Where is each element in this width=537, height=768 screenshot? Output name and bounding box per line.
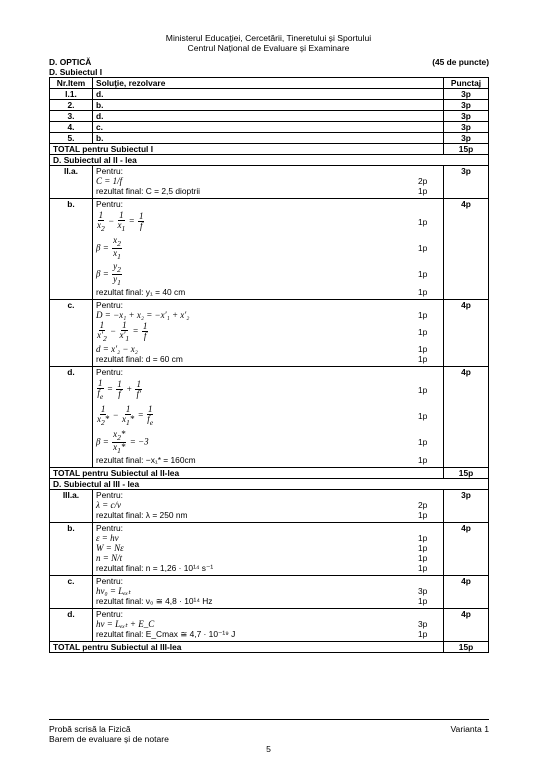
- table-row: [50, 89, 489, 100]
- item-row-2d: [50, 367, 489, 468]
- lens-equation-3: $\frac{1}{x_2*}$ − $\frac{1}{x_1*}$ = $\frac{1}{f_e}$: [97, 404, 154, 427]
- variant-label: Varianta 1: [450, 724, 489, 734]
- item-number: III.a.: [50, 490, 93, 523]
- points: 4p: [444, 300, 489, 367]
- item-row-3a: [50, 490, 489, 523]
- answer: d.: [93, 89, 444, 100]
- line-points: 1p: [418, 533, 428, 543]
- line-points: 3p: [418, 619, 428, 629]
- pentru-label: Pentru:: [96, 523, 124, 533]
- line-points: 1p: [418, 510, 428, 520]
- beta-value: = −3: [129, 436, 149, 447]
- item-number: c.: [50, 300, 93, 367]
- line-points: 2p: [418, 500, 428, 510]
- solution-cell: [93, 367, 444, 468]
- points: 3p: [444, 100, 489, 111]
- solution-cell: [93, 199, 444, 300]
- table-row: [50, 111, 489, 122]
- col-solution: Soluţie, rezolvare: [93, 78, 444, 89]
- center-name: Centrul Național de Evaluare și Examinare: [187, 43, 350, 53]
- answer: b.: [93, 100, 444, 111]
- subject1-title-text: D. Subiectul I: [49, 67, 103, 77]
- lens-equation: $\frac{1}{x_2}$ − $\frac{1}{x_1}$ = $\frac{1}{f}$: [97, 210, 144, 233]
- formula: C = 1/f: [96, 176, 123, 186]
- solution-cell: [93, 300, 444, 367]
- result: rezultat final: −x₁* = 160cm: [96, 455, 196, 465]
- total-points: 15p: [444, 144, 489, 155]
- formula-line: [96, 310, 440, 320]
- total-points: 15p: [444, 468, 489, 479]
- section-title: D. OPTICĂ: [49, 57, 92, 67]
- lens-equation-2: $\frac{1}{x'_2}$ − $\frac{1}{x'_1}$ = $\frac{1}{f}$: [97, 320, 148, 343]
- formula-line: [96, 500, 440, 510]
- col-item: Nr.Item: [50, 78, 93, 89]
- line-points: 1p: [418, 186, 428, 196]
- result: rezultat final: n = 1,26 · 10¹⁴ s⁻¹: [96, 563, 214, 573]
- solution-cell: [93, 523, 444, 576]
- formula: D = −x₁ + x₂ = −x′₁ + x′₂: [96, 310, 190, 320]
- line-points: 1p: [418, 596, 428, 606]
- points: 3p: [444, 166, 489, 199]
- points: 4p: [444, 523, 489, 576]
- formula-line: [96, 553, 440, 563]
- item-row-3b: [50, 523, 489, 576]
- col-points: Punctaj: [444, 78, 489, 89]
- pentru-label: Pentru:: [96, 609, 124, 619]
- table-row: [50, 133, 489, 144]
- result: rezultat final: y₁ = 40 cm: [96, 287, 186, 297]
- item-row-3c: [50, 576, 489, 609]
- points: 4p: [444, 609, 489, 642]
- pentru-label: Pentru:: [96, 367, 124, 377]
- item-number: I.1.: [50, 89, 93, 100]
- points: 4p: [444, 199, 489, 300]
- magnification-formula: β = $\frac{x_2}{x_1}$: [96, 234, 121, 261]
- line-points: 1p: [418, 455, 428, 465]
- footer-divider: [49, 719, 489, 720]
- item-number: d.: [50, 609, 93, 642]
- line-points: 1p: [418, 411, 428, 421]
- section-points: (45 de puncte): [432, 57, 489, 67]
- answer: d.: [93, 111, 444, 122]
- page-footer: [49, 724, 489, 744]
- line-points: 1p: [418, 344, 428, 354]
- line-points: 1p: [418, 629, 428, 639]
- table-row: [50, 122, 489, 133]
- points: 3p: [444, 89, 489, 100]
- points: 3p: [444, 490, 489, 523]
- formula-line: [96, 533, 440, 543]
- item-number: d.: [50, 367, 93, 468]
- formula-line: [96, 344, 440, 354]
- result: rezultat final: C = 2,5 dioptrii: [96, 186, 201, 196]
- formula-line: [96, 403, 440, 429]
- total-row: [50, 468, 489, 479]
- line-points: 1p: [418, 243, 428, 253]
- formula: W = Nε: [96, 543, 124, 553]
- item-number: b.: [50, 199, 93, 300]
- eyepiece-equation: $\frac{1}{f_e}$ = $\frac{1}{f}$ + $\frac{1}{f'}$: [97, 378, 141, 401]
- answer-key: [49, 57, 489, 653]
- document-type: Barem de evaluare și de notare: [49, 734, 169, 744]
- points: 3p: [444, 133, 489, 144]
- formula-line: [96, 543, 440, 553]
- beta-label: β =: [96, 436, 109, 447]
- subject1-title: [49, 67, 489, 77]
- subject3-title: D. Subiectul al III - lea: [49, 479, 489, 490]
- formula: λ = c/ν: [96, 500, 121, 510]
- line-points: 1p: [418, 437, 428, 447]
- item-number: 5.: [50, 133, 93, 144]
- subject3-table: [49, 490, 489, 653]
- total-label: TOTAL pentru Subiectul al II-lea: [50, 468, 444, 479]
- solution-cell: [93, 490, 444, 523]
- pentru-label: Pentru:: [96, 300, 124, 310]
- result-line: [96, 455, 440, 465]
- pentru-label: Pentru:: [96, 576, 124, 586]
- item-number: 3.: [50, 111, 93, 122]
- formula-line: [96, 209, 440, 235]
- solution-cell: [93, 166, 444, 199]
- result: rezultat final: d = 60 cm: [96, 354, 183, 364]
- points: 3p: [444, 111, 489, 122]
- section-title-row: [49, 57, 489, 67]
- item-number: c.: [50, 576, 93, 609]
- page-number: 5: [266, 744, 271, 754]
- magnification-formula-y: β = $\frac{y_2}{y_1}$: [96, 260, 121, 287]
- points: 3p: [444, 122, 489, 133]
- formula: hν₀ = Lₑₓₜ: [96, 586, 131, 596]
- subject2-title: D. Subiectul al II - lea: [49, 155, 489, 166]
- line-points: 1p: [418, 563, 428, 573]
- result-line: [96, 629, 440, 639]
- answer: b.: [93, 133, 444, 144]
- table-row: [50, 100, 489, 111]
- points: 4p: [444, 367, 489, 468]
- formula-line: [96, 235, 440, 261]
- line-points: 1p: [418, 287, 428, 297]
- formula-line: [96, 377, 440, 403]
- item-row-3d: [50, 609, 489, 642]
- document-header: [0, 33, 537, 53]
- line-points: 3p: [418, 586, 428, 596]
- formula: hν = Lₑₓₜ + E_C: [96, 619, 155, 629]
- result: rezultat final: E_Cmax ≅ 4,7 · 10⁻¹⁹ J: [96, 629, 236, 639]
- item-number: II.a.: [50, 166, 93, 199]
- total-label: TOTAL pentru Subiectul I: [50, 144, 444, 155]
- line-points: 2p: [418, 176, 428, 186]
- result-line: [96, 563, 440, 573]
- line-points: 1p: [418, 354, 428, 364]
- result-line: [96, 354, 440, 364]
- subject2-table: [49, 166, 489, 479]
- line-points: 1p: [418, 543, 428, 553]
- item-row-2c: [50, 300, 489, 367]
- result-line: [96, 287, 440, 297]
- formula: d = x′₂ − x₂: [96, 344, 138, 354]
- points: 4p: [444, 576, 489, 609]
- result: rezultat final: ν₀ ≅ 4,8 · 10¹⁴ Hz: [96, 596, 213, 606]
- exam-name: Probă scrisă la Fizică: [49, 724, 131, 734]
- formula-line: [96, 320, 440, 344]
- total-row: [50, 642, 489, 653]
- item-row-2a: [50, 166, 489, 199]
- pentru-label: Pentru:: [96, 166, 124, 176]
- result-line: [96, 510, 440, 520]
- result-line: [96, 596, 440, 606]
- item-number: 4.: [50, 122, 93, 133]
- magnification-3: β = $\frac{x_2*}{x_1*}$ = −3: [96, 428, 149, 455]
- beta-label: β =: [96, 242, 109, 253]
- total-label: TOTAL pentru Subiectul al III-lea: [50, 642, 444, 653]
- formula-line: [96, 261, 440, 287]
- formula: ε = hν: [96, 533, 119, 543]
- line-points: 1p: [418, 327, 428, 337]
- total-row: [50, 144, 489, 155]
- total-points: 15p: [444, 642, 489, 653]
- formula-line: [96, 176, 440, 186]
- subject1-table: [49, 77, 489, 155]
- formula-line: [96, 429, 440, 455]
- beta-label: β =: [96, 268, 109, 279]
- pentru-label: Pentru:: [96, 490, 124, 500]
- pentru-label: Pentru:: [96, 199, 124, 209]
- solution-cell: [93, 576, 444, 609]
- result: rezultat final: λ = 250 nm: [96, 510, 188, 520]
- formula-line: [96, 619, 440, 629]
- formula-line: [96, 586, 440, 596]
- line-points: 1p: [418, 553, 428, 563]
- line-points: 1p: [418, 217, 428, 227]
- line-points: 1p: [418, 310, 428, 320]
- line-points: 1p: [418, 269, 428, 279]
- answer: c.: [93, 122, 444, 133]
- result-line: [96, 186, 440, 196]
- ministry-name: Ministerul Educației, Cercetării, Tineretului și Sportului: [165, 33, 372, 43]
- item-number: b.: [50, 523, 93, 576]
- item-number: 2.: [50, 100, 93, 111]
- item-row-2b: [50, 199, 489, 300]
- formula: n = N/t: [96, 553, 123, 563]
- solution-cell: [93, 609, 444, 642]
- line-points: 1p: [418, 385, 428, 395]
- table-header-row: [50, 78, 489, 89]
